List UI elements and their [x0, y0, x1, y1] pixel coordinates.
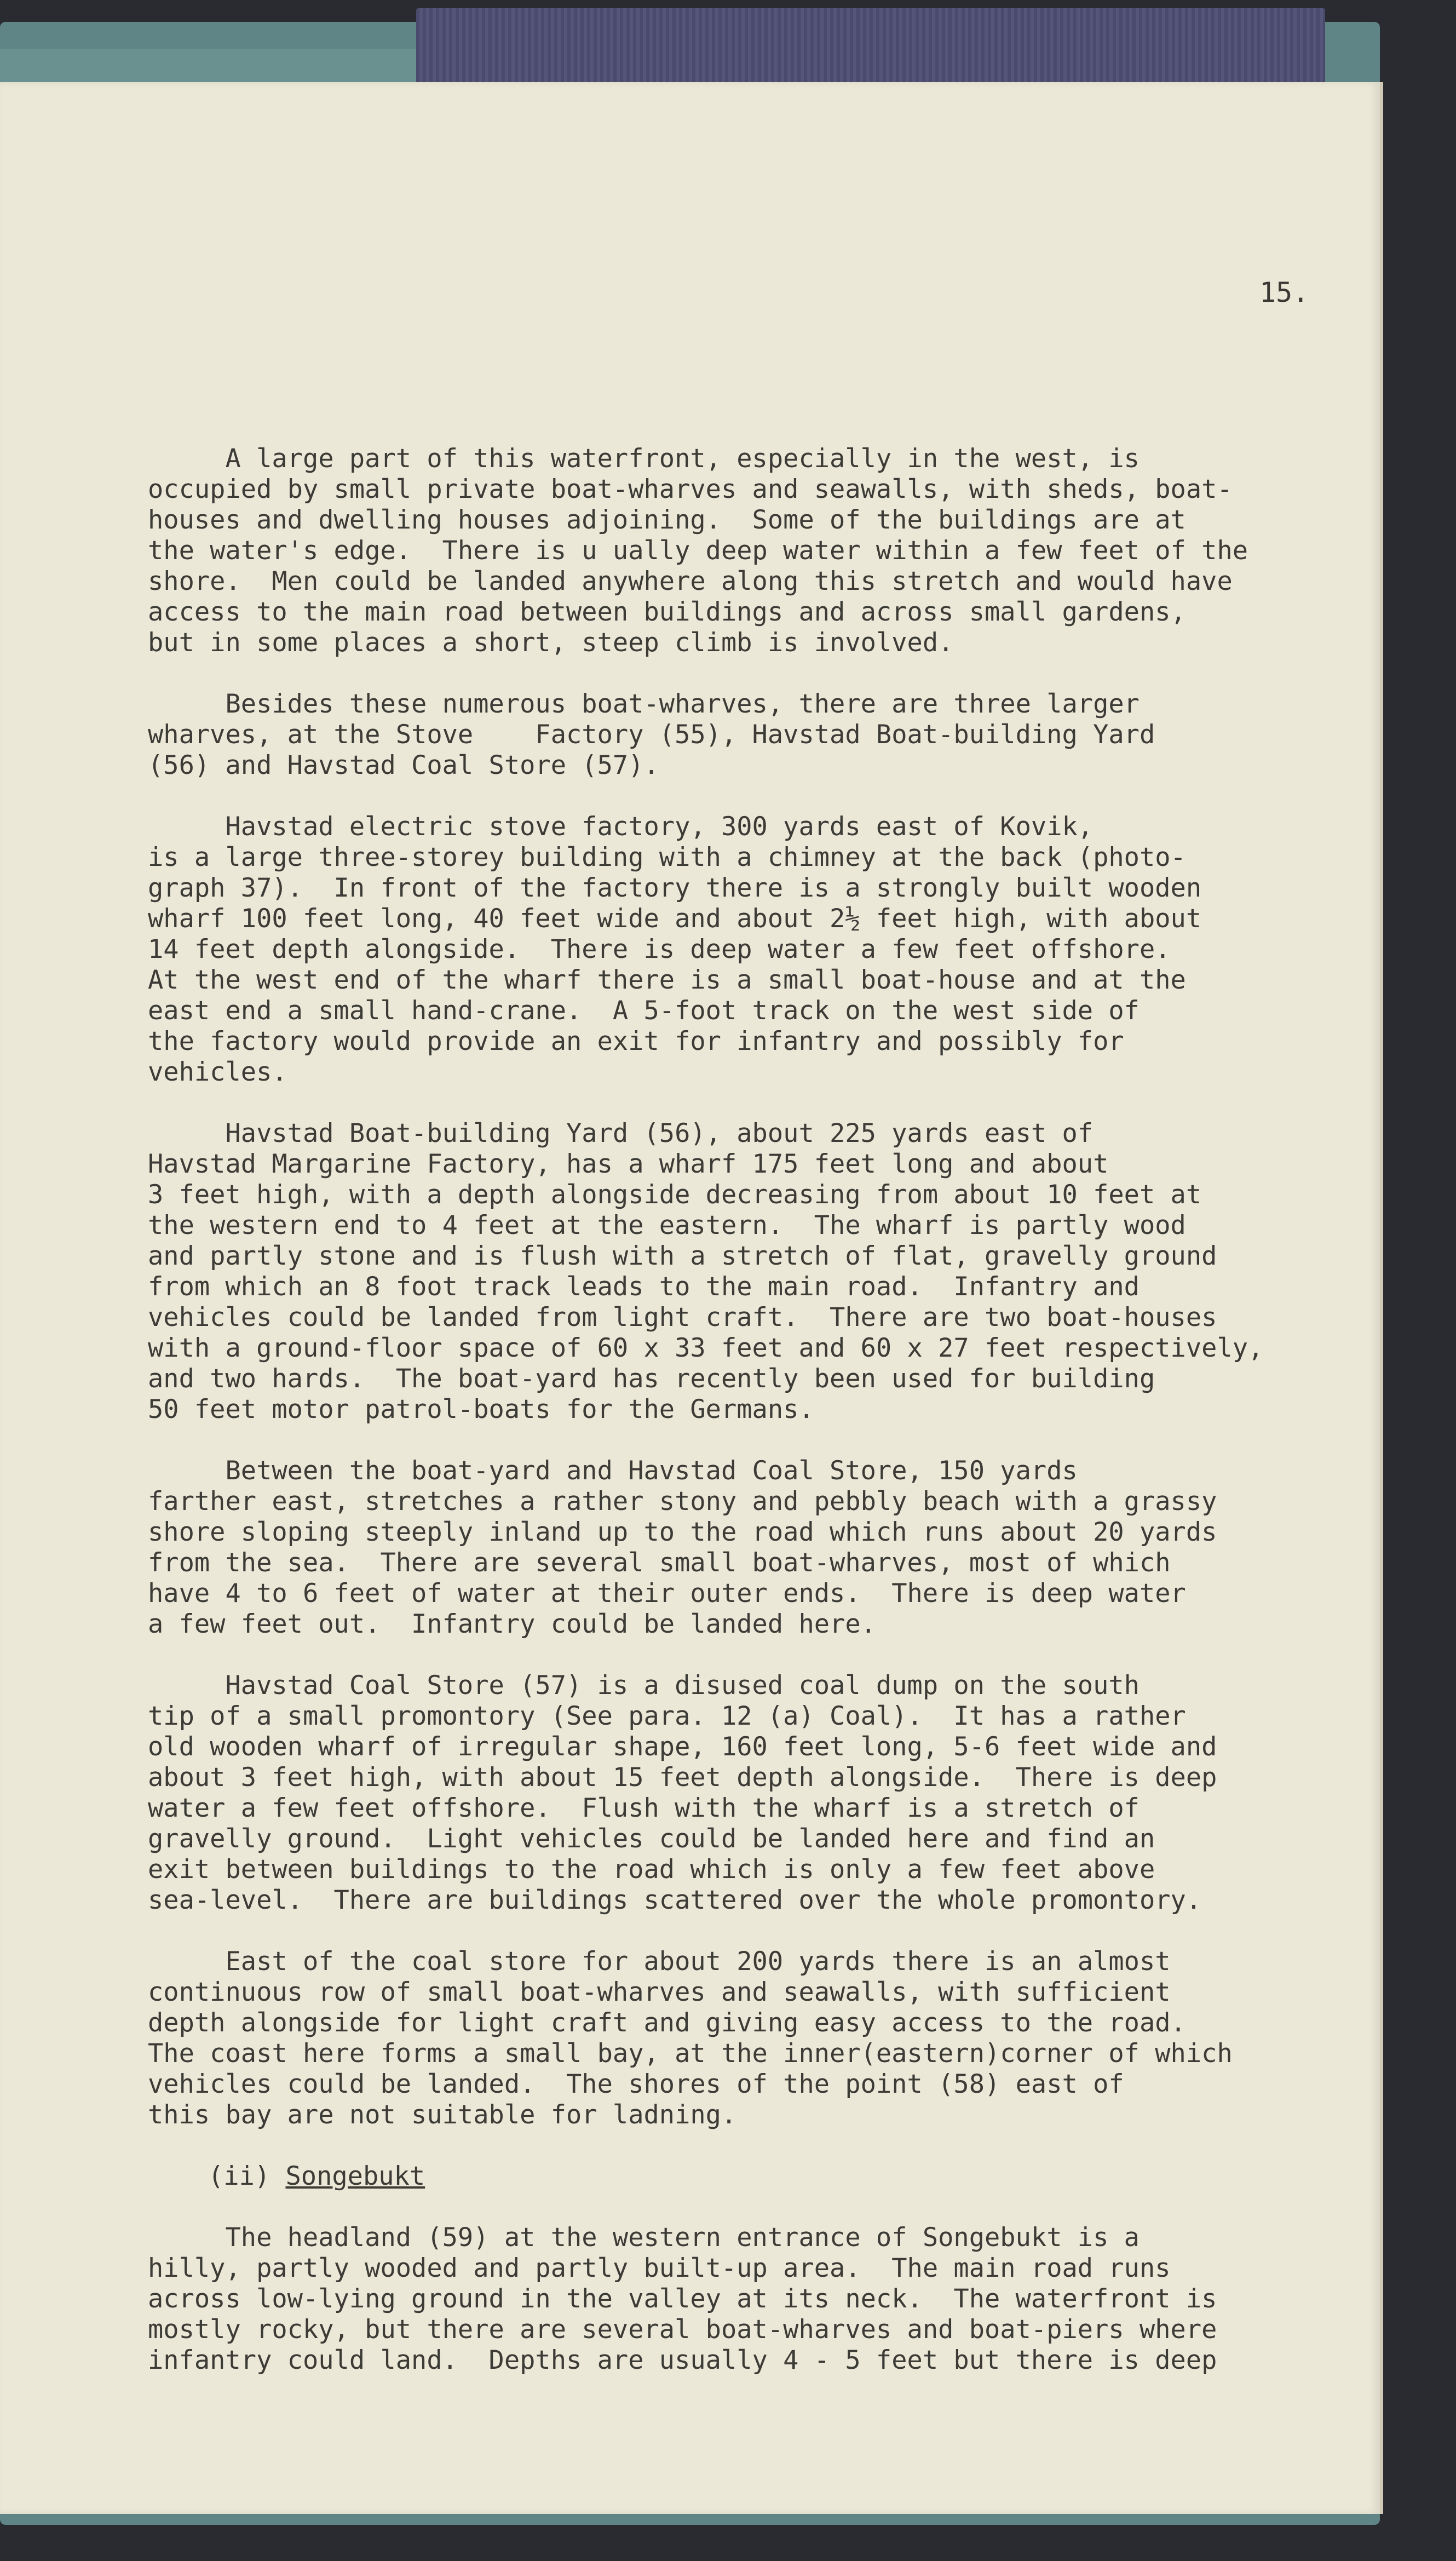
paragraph-boat-building-yard: Havstad Boat-building Yard (56), about 225 yards east of Havstad Margarine Factory, has a wharf 175 feet long and about 3 feet high, with a depth alongside decreasing from about 10 feet at the western end to 4 feet at the eastern. The wharf is partly wood and partly stone and is flush with a stretch of flat, gravelly ground from which an 8 foot track leads to the main road. Infantry and vehicles could be landed from light craft. There are two boat-houses with a ground-floor space of 60 x 33 feet and 60 x 27 feet respectively, and two hards. The boat-yard has recently been used for building 50 feet motor patrol-boats for the Germans. [148, 1118, 1264, 1425]
section-heading [148, 2161, 1287, 2192]
paragraph-waterfront: A large part of this waterfront, especially in the west, is occupied by small private boat-wharves and seawalls, with sheds, boat- houses and dwelling houses adjoining. Some of the buildings are at the water's edge. There is u ually deep water within a few feet of the shore. Men could be landed anywhere along this stretch and would have access to the main road between buildings and across small gardens, but in some places a short, steep climb is involved. [148, 444, 1248, 658]
paragraph-stove-factory: Havstad electric stove factory, 300 yards east of Kovik, is a large three-storey building with a chimney at the back (photo- graph 37). In front of the factory there is a strongly built wooden wharf 100 feet long, 40 feet wide and about 2½ feet high, with about 14 feet depth alongside. There is deep water a few feet offshore. At the west end of the wharf there is a small boat-house and at the east end a small hand-crane. A 5-foot track on the west side of the factory would provide an exit for infantry and possibly for vehicles. [148, 812, 1202, 1087]
section-number: (ii) [208, 2161, 271, 2191]
paragraph-larger-wharves: Besides these numerous boat-wharves, there are three larger wharves, at the Stove Factory (55), Havstad Boat-building Yard (56) and Havstad Coal Store (57). [148, 689, 1155, 780]
document-page [0, 82, 1383, 2514]
page-body [148, 444, 1287, 2407]
paragraph-beach: Between the boat-yard and Havstad Coal Store, 150 yards farther east, stretches a rather stony and pebbly beach with a grassy shore sloping steeply inland up to the road which runs about 20 yards from the sea. There are several small boat-wharves, most of which have 4 to 6 feet of water at their outer ends. There is deep water a few feet out. Infantry could be landed here. [148, 1456, 1217, 1639]
section-title: Songebukt [285, 2161, 425, 2191]
page-number: 15. [1259, 277, 1309, 308]
paragraph-headland: The headland (59) at the western entrance of Songebukt is a hilly, partly wooded and partly built-up area. The main road runs across low-lying ground in the valley at its neck. The waterfront is mostly rocky, but there are several boat-wharves and boat-piers where infantry could land. Depths are usually 4 - 5 feet but there is deep [148, 2223, 1217, 2375]
paragraph-east-bay: East of the coal store for about 200 yards there is an almost continuous row of small boat-wharves and seawalls, with sufficient depth alongside for light craft and giving easy access to the road. The coast here forms a small bay, at the inner(eastern)corner of which vehicles could be landed. The shores of the point (58) east of this bay are not suitable for ladning. [148, 1946, 1233, 2130]
binder-spine-cloth [416, 8, 1325, 90]
paragraph-coal-store: Havstad Coal Store (57) is a disused coal dump on the south tip of a small promontory (See para. 12 (a) Coal). It has a rather old wooden wharf of irregular shape, 160 feet long, 5-6 feet wide and about 3 feet high, with about 15 feet depth alongside. There is deep water a few feet offshore. Flush with the wharf is a stretch of gravelly ground. Light vehicles could be landed here and find an exit between buildings to the road which is only a few feet above sea-level. There are buildings scattered over the whole promontory. [148, 1670, 1217, 1915]
